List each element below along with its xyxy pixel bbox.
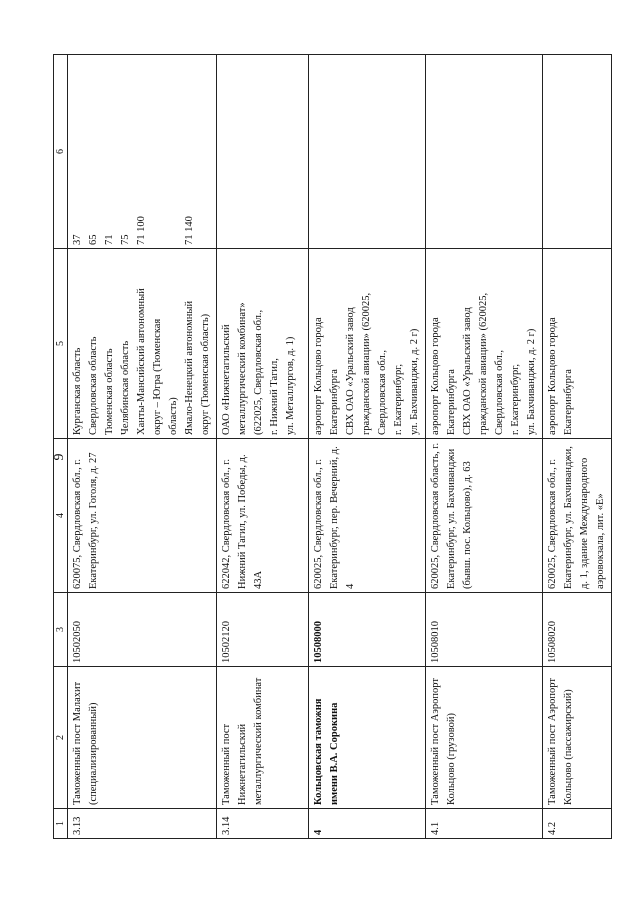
region-line: г. Екатеринбург, [393, 363, 404, 435]
post-address: 620075, Свердловская обл., г. Екатеринбург, ул. Гоголя, д. 27 [68, 439, 217, 593]
region-line: область) [168, 397, 179, 435]
table-row [543, 55, 612, 839]
post-code: 10508010 [426, 593, 543, 667]
region-line: округ – Югра (Тюменская [152, 318, 163, 435]
region-line: аэропорт Кольцово города [547, 317, 558, 435]
row-number: 4 [309, 809, 426, 839]
region-list [426, 249, 543, 439]
region-line: аэропорт Кольцово города [430, 317, 441, 435]
region-line: Свердловская обл., [377, 350, 388, 435]
customs-table-rotated [53, 55, 606, 839]
region-code-list [68, 55, 217, 249]
post-name: Таможенный пост Аэропорт Кольцово (грузовой) [426, 667, 543, 809]
region-line: Екатеринбурга [563, 369, 574, 435]
region-line: аэропорт Кольцово города [313, 317, 324, 435]
page-number: 9 [52, 453, 67, 461]
header-col-3: 3 [54, 593, 68, 667]
region-code-list [309, 55, 426, 249]
row-number: 3.14 [217, 809, 309, 839]
region-line: ул. Металлургов, д. 1) [285, 336, 296, 435]
customs-posts-table [53, 54, 612, 839]
region-list [217, 249, 309, 439]
region-line: металлургический комбинат» [237, 302, 248, 435]
region-line: гражданской авиации» (620025, [361, 292, 372, 435]
region-line: округ (Тюменская область) [200, 313, 211, 435]
post-address: 620025, Свердловская область, г. Екатеринбург, ул. Бахчиванджи (бывш. пос. Кольцово), д. 63 [426, 439, 543, 593]
region-line: г. Екатеринбург, [510, 363, 521, 435]
region-code: 37 [72, 234, 83, 245]
region-code [150, 58, 166, 245]
table-row [426, 55, 543, 839]
row-number: 3.13 [68, 809, 217, 839]
post-address: 620025, Свердловская обл., г. Екатеринбург, ул. Бахчиванджи, д. 1, здание Международного аэровокзала, лит. «Е» [543, 439, 612, 593]
header-col-2: 2 [54, 667, 68, 809]
region-code: 71 [104, 234, 115, 245]
post-name: Таможенный пост Аэропорт Кольцово (пассажирский) [543, 667, 612, 809]
region-line: ул. Бахчиванджи, д. 2 г) [409, 328, 420, 435]
row-number: 4.2 [543, 809, 612, 839]
post-code: 10502120 [217, 593, 309, 667]
customs-name: Кольцовская таможня имени В.А. Сорокина [309, 667, 426, 809]
region-list [543, 249, 612, 439]
customs-code: 10508000 [309, 593, 426, 667]
header-row [54, 55, 68, 839]
header-col-1: 1 [54, 809, 68, 839]
region-line: Ямало-Ненецкий автономный [184, 300, 195, 435]
region-line: СВХ ОАО «Уральский завод [462, 307, 473, 435]
region-line: СВХ ОАО «Уральский завод [345, 307, 356, 435]
post-code: 10502050 [68, 593, 217, 667]
post-name: Таможенный пост Малахит (специализированный) [68, 667, 217, 809]
table-row [217, 55, 309, 839]
table-row [68, 55, 217, 839]
header-col-4: 4 [54, 439, 68, 593]
header-col-5: 5 [54, 249, 68, 439]
region-line: Ханты-Мансийский автономный [136, 288, 147, 435]
region-line: гражданской авиации» (620025, [478, 292, 489, 435]
region-code [166, 58, 182, 245]
region-line: ОАО «Нижнетагильский [221, 324, 232, 435]
region-line: Екатеринбурга [329, 369, 340, 435]
post-code: 10508020 [543, 593, 612, 667]
region-line: (622025, Свердловская обл., [253, 309, 264, 435]
region-line: ул. Бахчиванджи, д. 2 г) [526, 328, 537, 435]
header-col-6: 6 [54, 55, 68, 249]
region-list [68, 249, 217, 439]
region-line: Тюменская область [104, 348, 115, 435]
region-list [309, 249, 426, 439]
region-line: Свердловская обл., [494, 350, 505, 435]
region-line: Челябинская область [120, 340, 131, 435]
region-code-list [543, 55, 612, 249]
region-code: 75 [120, 234, 131, 245]
table-row [309, 55, 426, 839]
post-address: 622042, Свердловская обл., г. Нижний Тагил, ул. Победы, д. 43А [217, 439, 309, 593]
region-line: Курганская область [72, 347, 83, 435]
region-code-list [426, 55, 543, 249]
post-name: Таможенный пост Нижнетагильский металлургический комбинат [217, 667, 309, 809]
region-code: 71 140 [184, 216, 195, 245]
customs-address: 620025, Свердловская обл., г. Екатеринбург, пер. Вечерний, д. 4 [309, 439, 426, 593]
region-line: Екатеринбурга [446, 369, 457, 435]
row-number: 4.1 [426, 809, 543, 839]
region-code: 65 [88, 234, 99, 245]
region-code-list [217, 55, 309, 249]
region-code: 71 100 [136, 216, 147, 245]
region-line: Свердловская область [88, 336, 99, 435]
region-line: г. Нижний Тагил, [269, 358, 280, 435]
